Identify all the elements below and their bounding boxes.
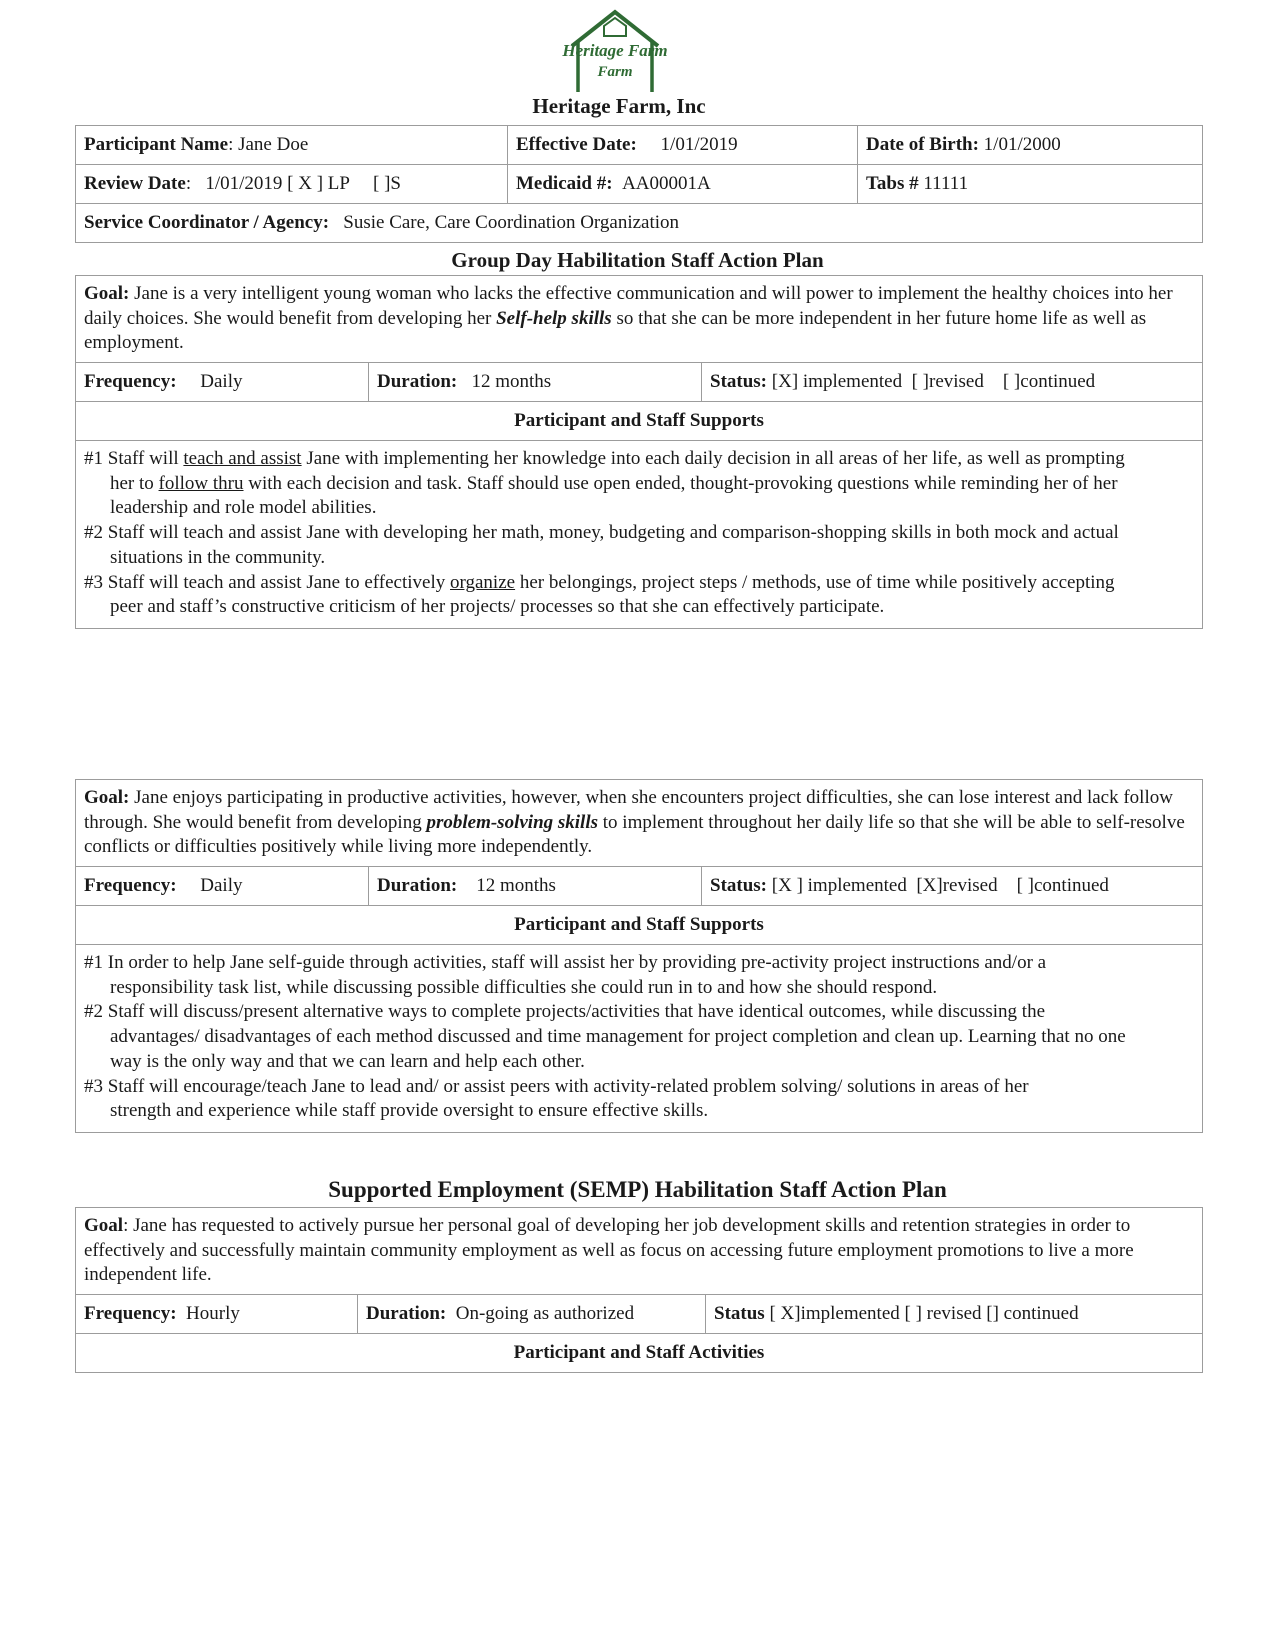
goal-2-support-3: #3 Staff will encourage/teach Jane to lead and/ or assist peers with activity-related problem solving/ solutions in areas of her strength and experience while staff provide oversight to ensure effective skills.	[84, 1075, 1029, 1122]
semp-status: Status [ X]implemented [ ] revised [] continued	[706, 1295, 1203, 1334]
participant-name-cell: Participant Name: Jane Doe	[76, 126, 508, 165]
goal-2-frequency: Frequency: Daily	[76, 867, 369, 906]
svg-text:Farm: Farm	[597, 64, 633, 80]
goal-1-status: Status: [X] implemented [ ]revised [ ]continued	[702, 363, 1203, 402]
goal-2-support-2: #2 Staff will discuss/present alternative ways to complete projects/activities that have identical outcomes, while discussing the advantages/ disadvantages of each method discussed and time management for project completion and clean up. Learning that no one way is the only way and that we can learn and help each other.	[84, 1001, 1126, 1072]
group-day-goal-1-table	[75, 275, 1203, 629]
goal-1-support-2: #2 Staff will teach and assist Jane with developing her math, money, budgeting and comparison-shopping skills in both mock and actual situations in the community.	[84, 522, 1119, 568]
semp-activities-header: Participant and Staff Activities	[76, 1334, 1203, 1373]
review-date-cell: Review Date: 1/01/2019 [ X ] LP [ ]S	[76, 165, 508, 204]
participant-info-table	[75, 125, 1203, 243]
organization-name: Heritage Farm, Inc	[532, 94, 706, 118]
goal-1-duration: Duration: 12 months	[369, 363, 702, 402]
goal-1-support-3: #3 Staff will teach and assist Jane to effectively organize her belongings, project steps / methods, use of time while positively accepting peer and staff’s constructive criticism of her projects/ processes so that she can effectively participate.	[84, 571, 1115, 618]
semp-goal-table	[75, 1207, 1203, 1373]
goal-1-supports-list	[76, 441, 1203, 629]
effective-date-cell: Effective Date: 1/01/2019	[508, 126, 858, 165]
semp-plan-title: Supported Employment (SEMP) Habilitation Staff Action Plan	[328, 1177, 947, 1202]
goal-2-supports-header: Participant and Staff Supports	[76, 906, 1203, 945]
medicaid-cell: Medicaid #: AA00001A	[508, 165, 858, 204]
svg-text:Heritage Farm: Heritage Farm	[562, 41, 668, 60]
goal-2-text: Goal: Jane enjoys participating in productive activities, however, when she encounters project difficulties, she can lose interest and lack follow through. She would benefit from developing problem-solving skills to implement throughout her daily life so that she will be able to self-resolve conflicts or difficulties positively while living more independently.	[76, 780, 1203, 867]
goal-2-supports-list	[76, 945, 1203, 1133]
goal-2-status: Status: [X ] implemented [X]revised [ ]continued	[702, 867, 1203, 906]
service-coordinator-cell: Service Coordinator / Agency: Susie Care, Care Coordination Organization	[76, 204, 1203, 243]
heritage-farm-logo	[562, 8, 668, 100]
goal-1-frequency: Frequency: Daily	[76, 363, 369, 402]
goal-1-supports-header: Participant and Staff Supports	[76, 402, 1203, 441]
goal-2-duration: Duration: 12 months	[369, 867, 702, 906]
goal-1-support-1: #1 Staff will teach and assist Jane with implementing her knowledge into each daily decision in all areas of her life, as well as prompting her to follow thru with each decision and task. Staff should use open ended, thought-provoking questions while reminding her of her leadership and role model abilities.	[84, 448, 1125, 519]
goal-2-support-1: #1 In order to help Jane self-guide through activities, staff will assist her by providing pre-activity project instructions and/or a responsibility task list, while discussing possible difficulties she could run in to and how she should respond.	[84, 952, 1047, 998]
semp-frequency: Frequency: Hourly	[76, 1295, 358, 1334]
semp-goal-text: Goal: Jane has requested to actively pursue her personal goal of developing her job development skills and retention strategies in order to effectively and successfully maintain community employment as well as focus on accessing future employment promotions to live a more independent life.	[76, 1208, 1203, 1295]
group-day-plan-title: Group Day Habilitation Staff Action Plan	[451, 248, 824, 272]
date-of-birth-cell: Date of Birth: 1/01/2000	[858, 126, 1203, 165]
goal-1-text: Goal: Jane is a very intelligent young woman who lacks the effective communication and will power to implement the healthy choices into her daily choices. She would benefit from developing her Self-help skills so that she can be more independent in her future home life as well as employment.	[76, 276, 1203, 363]
semp-duration: Duration: On-going as authorized	[358, 1295, 706, 1334]
group-day-goal-2-table	[75, 779, 1203, 1133]
tabs-cell: Tabs # 11111	[858, 165, 1203, 204]
